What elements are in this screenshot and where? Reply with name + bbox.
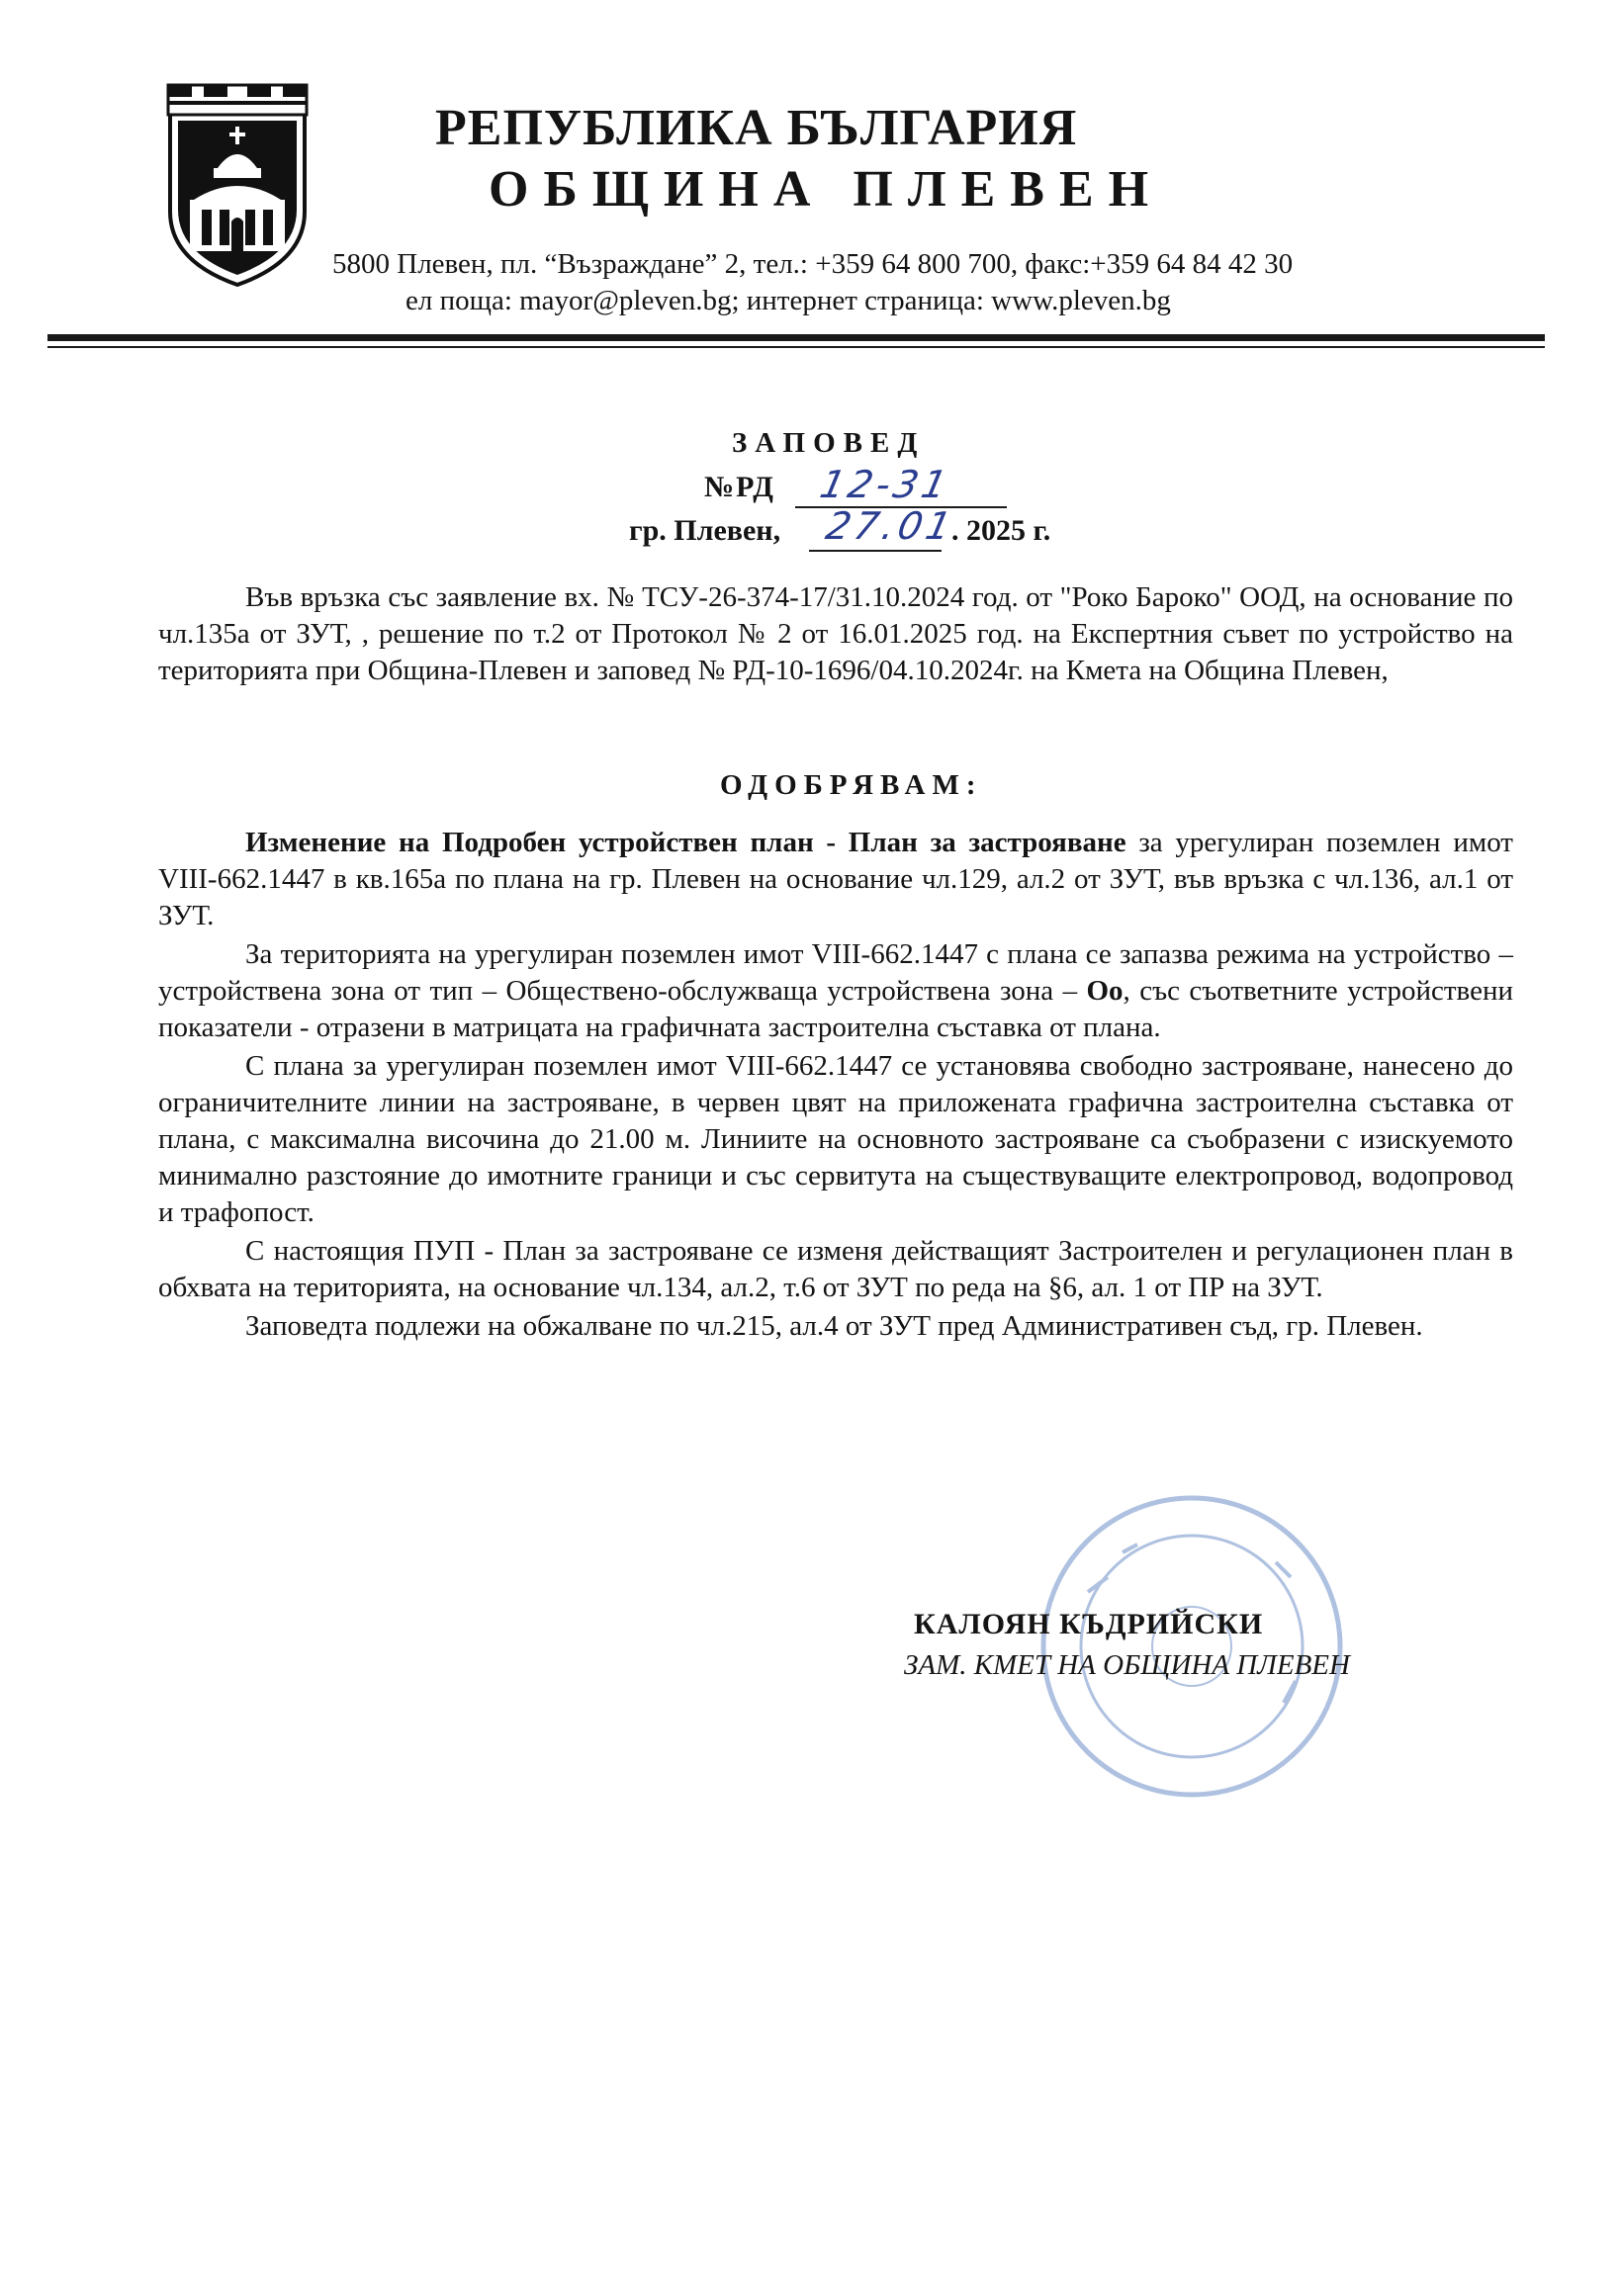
order-date-handwritten: 27.01 [822,504,959,548]
order-city-label: гр. Плевен, [629,514,781,547]
coat-of-arms-icon [164,83,311,287]
paragraph-4: С настоящия ПУП - План за застрояване се изменя действащият Застроителен и регулационен план в обхвата на територията, на основание чл.134, ал.2, т.6 от ЗУТ по реда на §6, ал. 1 от ПР на ЗУТ. [158,1235,1513,1303]
header-divider-thin [47,346,1545,348]
main-body [158,825,1513,1347]
order-date-underline [809,550,942,552]
header-address: 5800 Плевен, пл. “Възраждане” 2, тел.: +359 64 800 700, факс:+359 64 84 42 30 [332,248,1294,280]
paragraph-1 [158,825,1513,934]
order-title: ЗАПОВЕД [732,427,926,459]
signatory-role: ЗАМ. КМЕТ НА ОБЩИНА ПЛЕВЕН [904,1649,1350,1681]
paragraph-1-bold: Изменение на Подробен устройствен план - План за застрояване [245,827,1126,858]
official-stamp-icon [1029,1483,1355,1810]
intro-text: Във връзка със заявление вх. № ТСУ-26-374-17/31.10.2024 год. от "Роко Бароко" ООД, на основание по чл.135а от ЗУТ, , решение по т.2 от Протокол № 2 от 16.01.2025 год. на Експертния съвет по устройство на територията при Община-Плевен и заповед № РД-10-1696/04.10.2024г. на Кмета на Община Плевен, [158,581,1513,686]
paragraph-3: С плана за урегулиран поземлен имот VIII-662.1447 се установява свободно застрояване, нанесено до ограничителните линии на застрояване, в червен цвят на приложената графична застроителна съставка от плана, с максимална височина до 21.00 м. Линиите на основното застрояване са съобразени с изискуемото минимално разстояние до имотните граници и със сервитута на съществуващите електропровод, водопровод и трафопост. [158,1050,1513,1228]
header-contacts: ел поща: mayor@pleven.bg; интернет страница: www.pleven.bg [405,285,1171,316]
paragraph-2-text-b: , със съответните устройствени показатели - отразени в матрицата на графичната застроителна съставка от плана. [158,975,1513,1043]
order-number-label: №РД [704,471,775,503]
paragraph-5: Заповедта подлежи на обжалване по чл.215, ал.4 от ЗУТ пред Административен съд, гр. Плевен. [245,1310,1423,1342]
paragraph-1-text: за урегулиран поземлен имот VIII-662.1447 в кв.165а по плана на гр. Плевен на основание чл.129, ал.2 от ЗУТ, във връзка с чл.136, ал.1 от ЗУТ. [158,827,1513,931]
header-title: РЕПУБЛИКА БЪЛГАРИЯ [435,100,1078,156]
paragraph-2-bold: Оо [1086,975,1124,1007]
approve-heading: ОДОБРЯВАМ: [720,769,983,801]
order-number-handwritten: 12-31 [816,463,955,506]
paragraph-2 [158,936,1513,1046]
order-year: . 2025 г. [951,514,1051,547]
paragraph-2-text-a: За територията на урегулиран поземлен имот VIII-662.1447 с плана се запазва режима на устройство – устройствена зона от тип – Обществено-обслужваща устройствена зона – [158,938,1513,1007]
header-subtitle: ОБЩИНА ПЛЕВЕН [489,161,1164,218]
order-date-row [629,504,1124,554]
intro-paragraph [158,579,1513,691]
signatory-name: КАЛОЯН КЪДРИЙСКИ [914,1608,1264,1640]
header-divider-thick [47,334,1545,341]
